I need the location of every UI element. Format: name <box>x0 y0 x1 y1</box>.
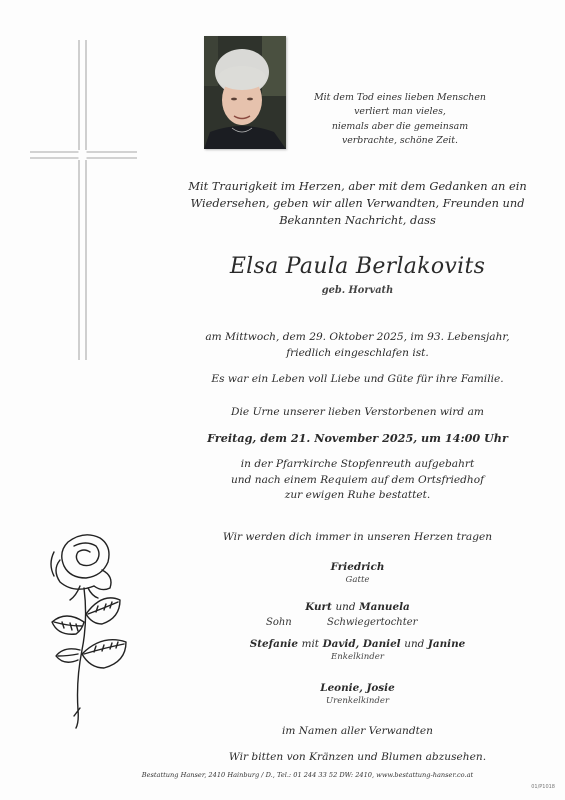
mourner-great-grandchildren <box>150 682 565 706</box>
passing-line: friedlich eingeschlafen ist. <box>286 346 429 359</box>
mourner-name: Stefanie <box>249 638 298 650</box>
quote-line: Mit dem Tod eines lieben Menschen <box>314 92 486 103</box>
deceased-name: Elsa Paula Berlakovits <box>229 254 486 279</box>
mourner-children <box>150 601 565 613</box>
mourner-names <box>150 601 565 613</box>
maiden-name: geb. Horvath <box>321 285 394 296</box>
mourner-spouse <box>150 561 565 585</box>
place-text <box>150 457 565 504</box>
quote-line: verbrachte, schöne Zeit. <box>341 134 459 146</box>
rose-icon <box>40 530 150 730</box>
mourner-name: Leonie, Josie <box>320 682 395 694</box>
mourner-grandchildren <box>150 638 565 662</box>
quote-line: niemals aber die gemeinsam <box>331 120 469 132</box>
hearts-text: Wir werden dich immer in unseren Herzen tragen <box>222 531 493 543</box>
flowers-text: Wir bitten von Kränzen und Blumen abzusehen. <box>228 751 487 763</box>
portrait-photo <box>204 36 286 149</box>
mourner-connector: und <box>404 638 425 650</box>
quote-line: verliert man vieles, <box>354 106 446 118</box>
mourner-name: Manuela <box>359 601 410 613</box>
mourner-relation: Sohn <box>266 617 292 628</box>
place-line: zur ewigen Ruhe bestattet. <box>284 489 431 501</box>
intro-line: Mit Traurigkeit im Herzen, aber mit dem Gedanken an ein <box>188 179 527 193</box>
intro-text <box>150 178 565 230</box>
footer-contact: Bestattung Hanser, 2410 Hainburg / D., Tel.: 01 244 33 52 DW: 2410, www.bestattung-hanser.co.at <box>141 771 474 779</box>
intro-line: Bekannten Nachricht, dass <box>279 213 436 228</box>
mourner-name: David, Daniel <box>322 638 401 650</box>
mourner-relation: Schwiegertochter <box>327 617 418 628</box>
intro-line: Wiedersehen, geben wir allen Verwandten, Freunden und <box>190 196 525 211</box>
mourner-relation: Gatte <box>345 575 370 585</box>
urn-text: Die Urne unserer lieben Verstorbenen wird am <box>231 406 484 418</box>
mourner-connector: mit <box>301 638 319 650</box>
passing-line: am Mittwoch, dem 29. Oktober 2025, im 93. Lebensjahr, <box>205 331 510 343</box>
place-line: in der Pfarrkirche Stopfenreuth aufgebahrt <box>240 458 475 470</box>
life-text: Es war ein Leben voll Liebe und Güte für ihre Familie. <box>211 373 504 385</box>
passing-text <box>150 330 565 361</box>
mourner-relation: Enkelkinder <box>330 652 385 662</box>
mourner-name: Friedrich <box>330 561 385 573</box>
mourner-name: Janine <box>427 638 466 650</box>
document-code: 01/P1018 <box>531 784 555 790</box>
mourner-name: Kurt <box>305 601 332 613</box>
relatives-text: im Namen aller Verwandten <box>281 725 434 737</box>
mourner-connector: und <box>335 601 356 613</box>
mourner-names <box>150 638 565 650</box>
mourner-relation: Urenkelkinder <box>325 696 390 706</box>
quote <box>305 91 495 148</box>
portrait-illustration <box>204 36 286 149</box>
service-date: Freitag, dem 21. November 2025, um 14:00 Uhr <box>207 431 508 445</box>
place-line: und nach einem Requiem auf dem Ortsfriedhof <box>230 473 485 486</box>
